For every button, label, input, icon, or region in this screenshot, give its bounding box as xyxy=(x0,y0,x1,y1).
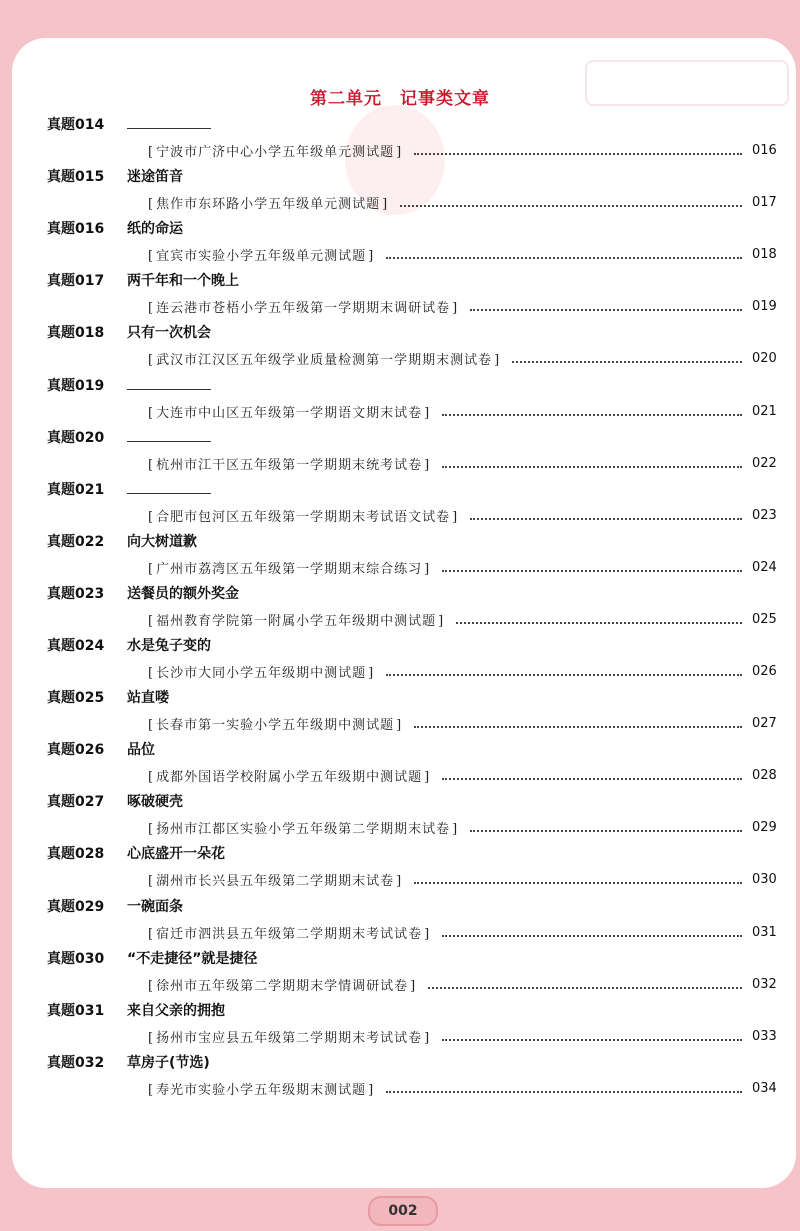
entry-page: 020 xyxy=(752,351,777,367)
entry-title: 纸的命运 xyxy=(127,221,183,238)
entry-page: 028 xyxy=(752,768,777,784)
entry-page: 029 xyxy=(752,820,777,836)
leader-dots xyxy=(414,726,742,728)
entry-source: [ 寿光市实验小学五年级期末测试题 ] xyxy=(148,1079,374,1098)
unit-title: 第二单元 记事类文章 xyxy=(310,89,490,109)
entry-label: 真题018 xyxy=(47,325,105,342)
entry-title: 来自父亲的拥抱 xyxy=(127,1002,225,1019)
leader-dots xyxy=(442,466,742,468)
leader-dots xyxy=(456,622,742,624)
entry-page: 034 xyxy=(752,1080,777,1096)
entry-source: [ 武汉市江汉区五年级学业质量检测第一学期期末测试卷 ] xyxy=(148,349,500,368)
entry-label: 真题030 xyxy=(47,950,105,967)
leader-dots xyxy=(470,518,742,520)
entry-source: [ 宿迁市泗洪县五年级第二学期期末考试试卷 ] xyxy=(148,923,430,942)
entry-page: 033 xyxy=(752,1028,777,1044)
title-blank-line xyxy=(127,128,211,129)
title-blank-line xyxy=(127,389,211,390)
entry-page: 031 xyxy=(752,924,777,940)
entry-label: 真题027 xyxy=(47,794,105,811)
entry-title: 啄破硬壳 xyxy=(127,794,183,811)
entry-title: 只有一次机会 xyxy=(127,325,211,342)
entry-source: [ 广州市荔湾区五年级第一学期期末综合练习 ] xyxy=(148,558,430,577)
entry-label: 真题020 xyxy=(47,429,105,446)
entry-label: 真题021 xyxy=(47,481,105,498)
entry-title: 草房子(节选) xyxy=(127,1054,210,1071)
entry-page: 027 xyxy=(752,716,777,732)
entry-label: 真题032 xyxy=(47,1054,105,1071)
entry-label: 真题026 xyxy=(47,742,105,759)
entry-title: 站直喽 xyxy=(127,690,169,707)
leader-dots xyxy=(386,257,742,259)
entry-page: 021 xyxy=(752,403,777,419)
entry-source: [ 合肥市包河区五年级第一学期期末考试语文试卷 ] xyxy=(148,506,458,525)
leader-dots xyxy=(442,414,742,416)
title-blank-line xyxy=(127,441,211,442)
leader-dots xyxy=(414,882,742,884)
entry-title: “不走捷径”就是捷径 xyxy=(127,950,258,967)
leader-dots xyxy=(470,309,742,311)
entry-title: 迷途笛音 xyxy=(127,169,183,186)
entry-label: 真题031 xyxy=(47,1002,105,1019)
leader-dots xyxy=(400,205,742,207)
leader-dots xyxy=(386,674,742,676)
entry-source: [ 成都外国语学校附属小学五年级期中测试题 ] xyxy=(148,766,430,785)
entry-label: 真题029 xyxy=(47,898,105,915)
entry-label: 真题023 xyxy=(47,585,105,602)
leader-dots xyxy=(442,1039,742,1041)
leader-dots xyxy=(428,987,742,989)
entry-label: 真题014 xyxy=(47,117,105,133)
leader-dots xyxy=(470,830,742,832)
entry-source: [ 湖州市长兴县五年级第二学期期末试卷 ] xyxy=(148,870,402,889)
entry-label: 真题025 xyxy=(47,690,105,707)
entry-source: [ 焦作市东环路小学五年级单元测试题 ] xyxy=(148,193,388,212)
entry-page: 026 xyxy=(752,664,777,679)
entry-source: [ 福州教育学院第一附属小学五年级期中测试题 ] xyxy=(148,610,444,629)
entry-label: 真题016 xyxy=(47,221,105,238)
entry-label: 真题015 xyxy=(47,169,105,186)
entry-title: 两千年和一个晚上 xyxy=(127,273,239,290)
entry-title: 一碗面条 xyxy=(127,898,183,915)
entry-page: 025 xyxy=(752,611,777,627)
page-number: 002 xyxy=(368,1196,438,1226)
entry-source: [ 扬州市江都区实验小学五年级第二学期期末试卷 ] xyxy=(148,818,458,837)
entry-page: 024 xyxy=(752,559,777,575)
entry-page: 030 xyxy=(752,872,777,888)
entry-source: [ 宜宾市实验小学五年级单元测试题 ] xyxy=(148,245,374,264)
entry-title: 水是兔子变的 xyxy=(127,638,211,654)
entry-title: 送餐员的额外奖金 xyxy=(127,585,239,602)
entry-page: 016 xyxy=(752,143,777,158)
title-blank-line xyxy=(127,493,211,494)
entry-page: 017 xyxy=(752,195,777,211)
entry-source: [ 扬州市宝应县五年级第二学期期末考试试卷 ] xyxy=(148,1027,430,1046)
entry-title: 品位 xyxy=(127,742,155,759)
entry-page: 018 xyxy=(752,247,777,263)
entry-title: 心底盛开一朵花 xyxy=(127,846,225,863)
entry-source: [ 宁波市广济中心小学五年级单元测试题 ] xyxy=(148,141,402,160)
entry-page: 019 xyxy=(752,299,777,315)
entry-page: 032 xyxy=(752,976,777,992)
entry-source: [ 连云港市苍梧小学五年级第一学期期末调研试卷 ] xyxy=(148,297,458,316)
entry-label: 真题019 xyxy=(47,377,105,394)
entry-source: [ 长沙市大同小学五年级期中测试题 ] xyxy=(148,662,374,681)
entry-label: 真题028 xyxy=(47,846,105,863)
entry-page: 023 xyxy=(752,507,777,523)
entry-source: [ 杭州市江干区五年级第一学期期末统考试卷 ] xyxy=(148,454,430,473)
leader-dots xyxy=(442,778,742,780)
leader-dots xyxy=(512,361,742,363)
entry-source: [ 徐州市五年级第二学期期末学情调研试卷 ] xyxy=(148,975,416,994)
leader-dots xyxy=(386,1091,742,1093)
entry-label: 真题022 xyxy=(47,533,105,550)
entry-label: 真题024 xyxy=(47,638,105,654)
entry-page: 022 xyxy=(752,455,777,471)
entry-source: [ 长春市第一实验小学五年级期中测试题 ] xyxy=(148,714,402,733)
leader-dots xyxy=(414,153,742,155)
leader-dots xyxy=(442,570,742,572)
entry-label: 真题017 xyxy=(47,273,105,290)
leader-dots xyxy=(442,935,742,937)
entry-title: 向大树道歉 xyxy=(127,533,197,550)
entry-source: [ 大连市中山区五年级第一学期语文期末试卷 ] xyxy=(148,402,430,421)
